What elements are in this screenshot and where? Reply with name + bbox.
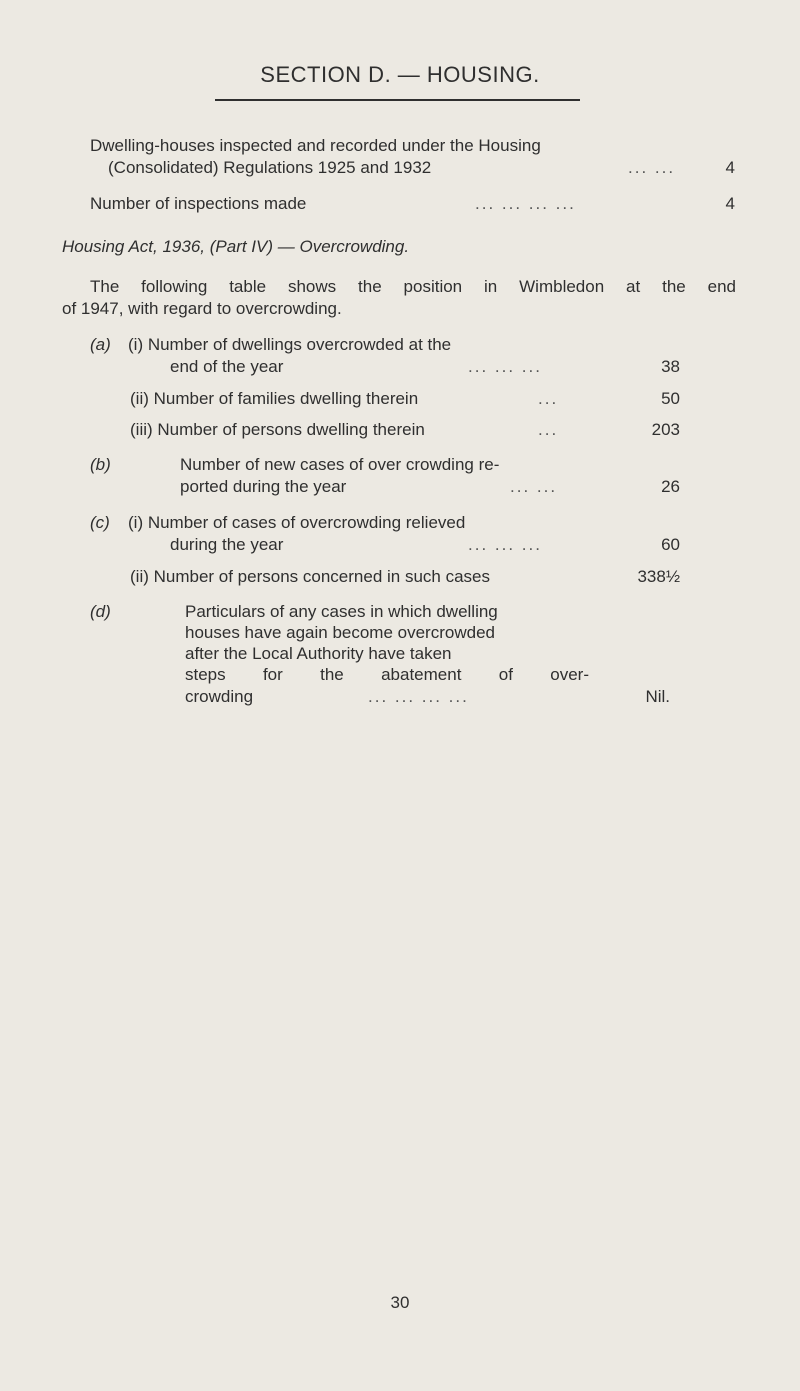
item-d-line5: crowding [185, 687, 254, 706]
item-a-iii-value: 203 [651, 420, 680, 439]
inspections-made-label: Number of inspections made [90, 194, 307, 213]
inspections-made-dots: ... ... ... ... [475, 194, 576, 213]
item-d-dots: ... ... ... ... [368, 687, 469, 706]
item-c-ii-value: 338½ [637, 567, 680, 586]
item-b-dots: ... ... [510, 477, 558, 496]
item-b-letter: (b) [90, 455, 111, 474]
item-d-line4: steps for the abatement of over- [185, 665, 589, 684]
page-number: 30 [390, 1293, 410, 1312]
item-a-ii-dots: ... [538, 389, 559, 408]
item-a-iii-label: (iii) Number of persons dwelling therein [130, 420, 425, 439]
intro-line2: of 1947, with regard to overcrowding. [62, 299, 342, 318]
item-a-i-dots: ... ... ... [468, 357, 542, 376]
item-d-letter: (d) [90, 602, 111, 621]
item-d-line1: Particulars of any cases in which dwelling [185, 602, 498, 621]
item-b-line2: ported during the year [180, 477, 347, 496]
item-c-i-dots: ... ... ... [468, 535, 542, 554]
item-d-value: Nil. [645, 687, 670, 706]
item-c-i-line1: (i) Number of cases of overcrowding relieved [128, 513, 466, 532]
item-c-letter: (c) [90, 513, 110, 532]
title-underline [215, 99, 580, 101]
dwelling-inspected-line2: (Consolidated) Regulations 1925 and 1932 [108, 158, 432, 177]
item-a-i-line2: end of the year [170, 357, 284, 376]
item-c-i-line2: during the year [170, 535, 284, 554]
dwelling-inspected-dots: ... ... [628, 158, 676, 177]
item-a-ii-label: (ii) Number of families dwelling therein [130, 389, 419, 408]
item-d-line3: after the Local Authority have taken [185, 644, 452, 663]
dwelling-inspected-line1: Dwelling-houses inspected and recorded under the Housing [90, 136, 541, 155]
item-a-iii-dots: ... [538, 420, 559, 439]
section-title: SECTION D. — HOUSING. [260, 62, 540, 87]
inspections-made-value: 4 [725, 194, 735, 213]
item-b-value: 26 [661, 477, 680, 496]
item-a-letter: (a) [90, 335, 111, 354]
item-c-ii-label: (ii) Number of persons concerned in such cases [130, 567, 490, 586]
item-d-line2: houses have again become overcrowded [185, 623, 495, 642]
dwelling-inspected-value: 4 [725, 158, 735, 177]
housing-act-heading: Housing Act, 1936, (Part IV) — Overcrowding. [62, 237, 410, 256]
item-a-ii-value: 50 [661, 389, 680, 408]
item-c-i-value: 60 [661, 535, 680, 554]
intro-line1: The following table shows the position in Wimbledon at the end [90, 277, 736, 296]
item-b-line1: Number of new cases of over crowding re- [180, 455, 500, 474]
item-a-i-line1: (i) Number of dwellings overcrowded at the [128, 335, 452, 354]
item-a-i-value: 38 [661, 357, 680, 376]
